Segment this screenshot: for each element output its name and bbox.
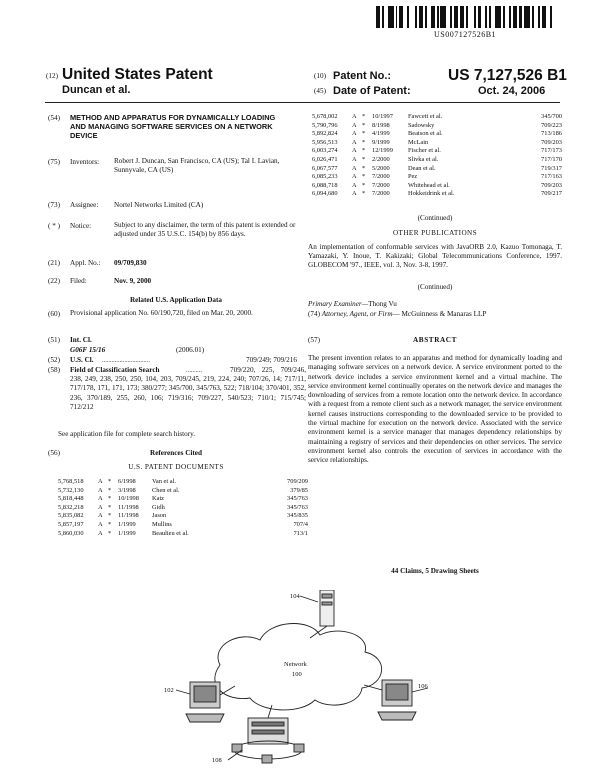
reference-row — [58, 530, 308, 539]
reference-num: 6,088,718 — [312, 181, 338, 189]
reference-date: 3/1998 — [118, 486, 136, 494]
date-code: (45) — [314, 87, 326, 95]
reference-num: 6,085,233 — [312, 173, 338, 181]
reference-name: Fawcett et al. — [408, 113, 443, 120]
reference-cls: 717/170 — [541, 155, 562, 163]
reference-row — [58, 495, 308, 504]
refs-code: (56) — [48, 449, 60, 457]
reference-num: 6,003,274 — [312, 147, 338, 155]
reference-name: Slivka et al. — [408, 155, 439, 163]
reference-cls: 345/700 — [541, 113, 562, 120]
reference-mark: * — [362, 113, 366, 120]
related-heading: Related U.S. Application Data — [129, 296, 223, 304]
patent-date: Oct. 24, 2006 — [478, 85, 546, 97]
reference-mark: * — [362, 147, 366, 155]
filed-code: (22) — [48, 277, 60, 285]
reference-row — [312, 165, 562, 174]
reference-num: 5,956,513 — [312, 138, 338, 146]
reference-kind: A — [98, 486, 103, 494]
patent-title: METHOD AND APPARATUS FOR DYNAMICALLY LOADING AND MANAGING SOFTWARE SERVICES ON A NETWORK DEVICE — [70, 113, 276, 141]
attorney-line: (74) Attorney, Agent, or Firm— McGuinness & Manaras LLP — [308, 310, 487, 318]
reference-date: 7/2000 — [372, 190, 390, 198]
reference-num: 5,818,448 — [58, 495, 84, 503]
reference-cls: 345/763 — [287, 503, 308, 511]
reference-name: Jason — [152, 512, 167, 520]
reference-num: 5,892,824 — [312, 130, 338, 138]
reference-date: 1/1999 — [118, 529, 136, 537]
reference-kind: A — [352, 164, 357, 172]
reference-name: Mullins — [152, 520, 172, 528]
reference-num: 5,732,130 — [58, 486, 84, 494]
reference-cls: 713/1 — [293, 529, 308, 537]
attorney-firm: McGuinness & Manaras LLP — [401, 310, 487, 318]
continued-1: (Continued) — [417, 214, 453, 222]
reference-mark: * — [108, 495, 112, 503]
reference-kind: A — [352, 138, 357, 146]
reference-cls: 717/163 — [541, 173, 562, 181]
reference-kind: A — [352, 121, 357, 129]
reference-kind: A — [352, 181, 357, 189]
reference-row — [58, 478, 308, 487]
uscl-code: (52) — [48, 356, 60, 364]
reference-date: 10/1997 — [372, 113, 393, 120]
appl-label: Appl. No.: — [70, 259, 101, 267]
examiner-label: Primary Examiner — [308, 300, 362, 308]
field-dots: .......... — [186, 367, 202, 374]
reference-num: 6,026,471 — [312, 155, 338, 163]
uscl-value: 709/249; 709/216 — [246, 356, 297, 364]
continued-2: (Continued) — [417, 283, 453, 291]
country-code: (12) — [46, 72, 58, 80]
reference-mark: * — [362, 138, 366, 146]
label-100: 100 — [292, 671, 302, 678]
reference-name: Whitehead et al. — [408, 181, 450, 189]
reference-row — [312, 122, 562, 131]
intcl-code: (51) — [48, 336, 60, 344]
ref-list-right — [312, 113, 562, 199]
reference-row — [312, 147, 562, 156]
reference-cls: 709/223 — [541, 121, 562, 129]
inventor-short: Duncan et al. — [62, 84, 131, 96]
reference-mark: * — [108, 503, 112, 511]
reference-kind: A — [352, 113, 357, 120]
reference-name: Van et al. — [152, 478, 176, 485]
notice: Subject to any disclaimer, the term of this patent is extended or adjusted under 35 U.S.C. 154(b) by 856 days. — [114, 221, 296, 239]
reference-date: 5/2000 — [372, 164, 390, 172]
intcl-label: Int. Cl. — [70, 336, 92, 344]
reference-kind: A — [98, 503, 103, 511]
reference-mark: * — [108, 486, 112, 494]
reference-row — [58, 521, 308, 530]
assignee-code: (73) — [48, 201, 60, 209]
field-label: Field of Classification Search — [70, 366, 160, 374]
attorney-code: (74) — [308, 310, 320, 318]
reference-kind: A — [352, 147, 357, 155]
reference-mark: * — [362, 155, 366, 163]
reference-num: 5,860,030 — [58, 529, 84, 537]
notice-label: Notice: — [70, 222, 92, 230]
reference-date: 11/1998 — [118, 512, 139, 520]
reference-kind: A — [98, 520, 103, 528]
inventors-code: (75) — [48, 158, 60, 166]
examiner-name: Thong Vu — [368, 300, 397, 308]
reference-row — [312, 173, 562, 182]
reference-cls: 345/763 — [287, 495, 308, 503]
attorney-label: Attorney, Agent, or Firm — [321, 310, 393, 318]
reference-name: Beaulieu et al. — [152, 529, 189, 537]
other-pubs-heading: OTHER PUBLICATIONS — [392, 229, 478, 237]
reference-num: 5,790,796 — [312, 121, 338, 129]
provisional-code: (60) — [48, 310, 60, 318]
reference-mark: * — [108, 529, 112, 537]
reference-row — [312, 182, 562, 191]
reference-num: 5,835,082 — [58, 512, 84, 520]
inventors-label: Inventors: — [70, 158, 100, 166]
patent-no-label: Patent No.: — [333, 70, 392, 82]
patent-type: United States Patent — [62, 66, 213, 83]
reference-name: Dean et al. — [408, 164, 436, 172]
abstract-heading: ABSTRACT — [413, 336, 457, 344]
reference-name: Sadowsky — [408, 121, 435, 129]
abstract-code: (57) — [308, 336, 320, 344]
reference-row — [58, 512, 308, 521]
reference-cls: 713/186 — [541, 130, 562, 138]
reference-cls: 379/85 — [290, 486, 308, 494]
appl-no: 09/709,830 — [114, 259, 147, 267]
reference-num: 5,678,002 — [312, 113, 338, 120]
reference-cls: 709/203 — [541, 138, 562, 146]
reference-kind: A — [352, 155, 357, 163]
other-pubs: An implementation of conformable services with JavaORB 2.0, Kazuo Tomonaga, T. Yamazaki, Y. Inoue, T. Kakizaki; Global Telecommunications Conference, 1997. GLOBECOM '97., IEEE, vol. 3, Nov. 3-8, 1997. — [308, 243, 562, 270]
label-108: 108 — [212, 757, 222, 764]
reference-cls: 707/4 — [293, 520, 308, 528]
us-docs-heading: U.S. PATENT DOCUMENTS — [128, 463, 224, 471]
reference-name: Beatson et al. — [408, 130, 443, 138]
reference-num: 6,094,680 — [312, 190, 338, 198]
reference-num: 5,768,518 — [58, 478, 84, 485]
uscl-dots: .............................. — [102, 357, 150, 364]
examiner-line: Primary Examiner—Thong Vu — [308, 300, 397, 308]
reference-row — [312, 190, 562, 199]
reference-kind: A — [98, 495, 103, 503]
reference-cls: 345/835 — [287, 512, 308, 520]
reference-date: 4/1999 — [372, 130, 390, 138]
reference-name: Katz — [152, 495, 165, 503]
barcode — [376, 6, 554, 28]
reference-num: 6,067,577 — [312, 164, 338, 172]
filed-label: Filed: — [70, 277, 87, 285]
reference-cls: 717/173 — [541, 147, 562, 155]
reference-kind: A — [352, 190, 357, 198]
ref-list-left — [58, 478, 308, 538]
reference-num: 5,832,218 — [58, 503, 84, 511]
reference-mark: * — [362, 181, 366, 189]
field-value: 709/220, 225, 709/246, 238, 249, 238, 250, 250, 104, 203, 709/245, 219, 224, 240; 707/26, 14; 717/11, 717/178, 171, 171, 173; 380/277; 345/700, 345/763, 522; 718/104; 370/401, 352, 236, 370/189, 255, 260, 106; 719/316; 709/227, 540/523; 710/1; 715/745; 712/212 — [70, 366, 306, 411]
provisional: Provisional application No. 60/190,720, filed on Mar. 20, 2000. — [70, 309, 253, 317]
reference-date: 1/1999 — [118, 520, 136, 528]
reference-cls: 709/203 — [541, 181, 562, 189]
appl-code: (21) — [48, 259, 60, 267]
abstract-text: The present invention relates to an apparatus and method for dynamically loading and managing software services on a network device. A service environment ported to the network device includes a service environment kernel and a virtual machine. The service environment kernel continually operates on the network device and manages the downloading of services from a remote location onto the network device. In accordance with a request from a remote client such as a network manager, the service environment kernel causes instructions corresponding to the downloaded service to be provided to the virtual machine for execution on the network device. Associated with the service environment kernel is a service manager that manages dependency relationships by maintaining a registry of services and their dependencies on other services. The service environment kernel also controls the execution of services in accordance with the service relationships. — [308, 354, 562, 465]
reference-cls: 709/209 — [287, 478, 308, 485]
reference-cls: 719/317 — [541, 164, 562, 172]
reference-name: Hokkeidrink et al. — [408, 190, 455, 198]
reference-row — [312, 130, 562, 139]
filed-date: Nov. 9, 2000 — [114, 277, 152, 285]
reference-mark: * — [362, 121, 366, 129]
reference-mark: * — [108, 478, 112, 485]
reference-kind: A — [352, 130, 357, 138]
assignee: Nortel Networks Limited (CA) — [114, 201, 204, 209]
intcl-year: (2006.01) — [176, 346, 205, 354]
reference-date: 11/1998 — [118, 503, 139, 511]
reference-date: 7/2000 — [372, 173, 390, 181]
barcode-number: US007127526B1 — [433, 30, 497, 39]
representative-drawing — [150, 590, 450, 765]
reference-date: 2/2000 — [372, 155, 390, 163]
reference-name: Chen et al. — [152, 486, 180, 494]
reference-cls: 709/217 — [541, 190, 562, 198]
reference-mark: * — [362, 164, 366, 172]
reference-mark: * — [362, 130, 366, 138]
reference-name: McLain — [408, 138, 429, 146]
reference-kind: A — [98, 478, 103, 485]
intcl-class: G06F 15/16 — [70, 346, 106, 354]
assignee-label: Assignee: — [70, 201, 99, 209]
reference-date: 9/1999 — [372, 138, 390, 146]
notice-code: ( * ) — [48, 222, 60, 230]
reference-mark: * — [362, 190, 366, 198]
reference-name: Gidh — [152, 503, 165, 511]
date-label: Date of Patent: — [333, 85, 411, 97]
title-code: (54) — [48, 114, 60, 122]
barcode-bar — [552, 6, 554, 28]
claims-summary: 44 Claims, 5 Drawing Sheets — [391, 567, 479, 575]
reference-row — [312, 113, 562, 122]
patent-no: US 7,127,526 B1 — [448, 67, 567, 84]
reference-num: 5,857,197 — [58, 520, 84, 528]
refs-heading: References Cited — [150, 449, 202, 457]
reference-mark: * — [108, 512, 112, 520]
label-104: 104 — [290, 593, 300, 600]
header-rule — [45, 102, 560, 103]
reference-mark: * — [108, 520, 112, 528]
reference-name: Pez — [408, 173, 418, 181]
field-code: (58) — [48, 366, 60, 374]
reference-mark: * — [362, 173, 366, 181]
reference-date: 6/1998 — [118, 478, 136, 485]
reference-kind: A — [352, 173, 357, 181]
label-106: 106 — [418, 683, 428, 690]
reference-row — [312, 156, 562, 165]
reference-date: 10/1998 — [118, 495, 139, 503]
reference-row — [58, 487, 308, 496]
inventors: Robert J. Duncan, San Francisco, CA (US); Tal I. Lavian, Sunnyvale, CA (US) — [114, 157, 280, 175]
reference-date: 12/1999 — [372, 147, 393, 155]
reference-kind: A — [98, 512, 103, 520]
reference-name: Fischer et al. — [408, 147, 441, 155]
reference-kind: A — [98, 529, 103, 537]
patent-no-code: (10) — [314, 72, 326, 80]
see-application: See application file for complete search history. — [58, 430, 196, 438]
label-network: Network — [284, 661, 307, 668]
label-102: 102 — [164, 687, 174, 694]
reference-date: 7/2000 — [372, 181, 390, 189]
uscl-label: U.S. Cl. — [70, 356, 94, 364]
reference-date: 8/1998 — [372, 121, 390, 129]
reference-row — [58, 504, 308, 513]
reference-row — [312, 139, 562, 148]
